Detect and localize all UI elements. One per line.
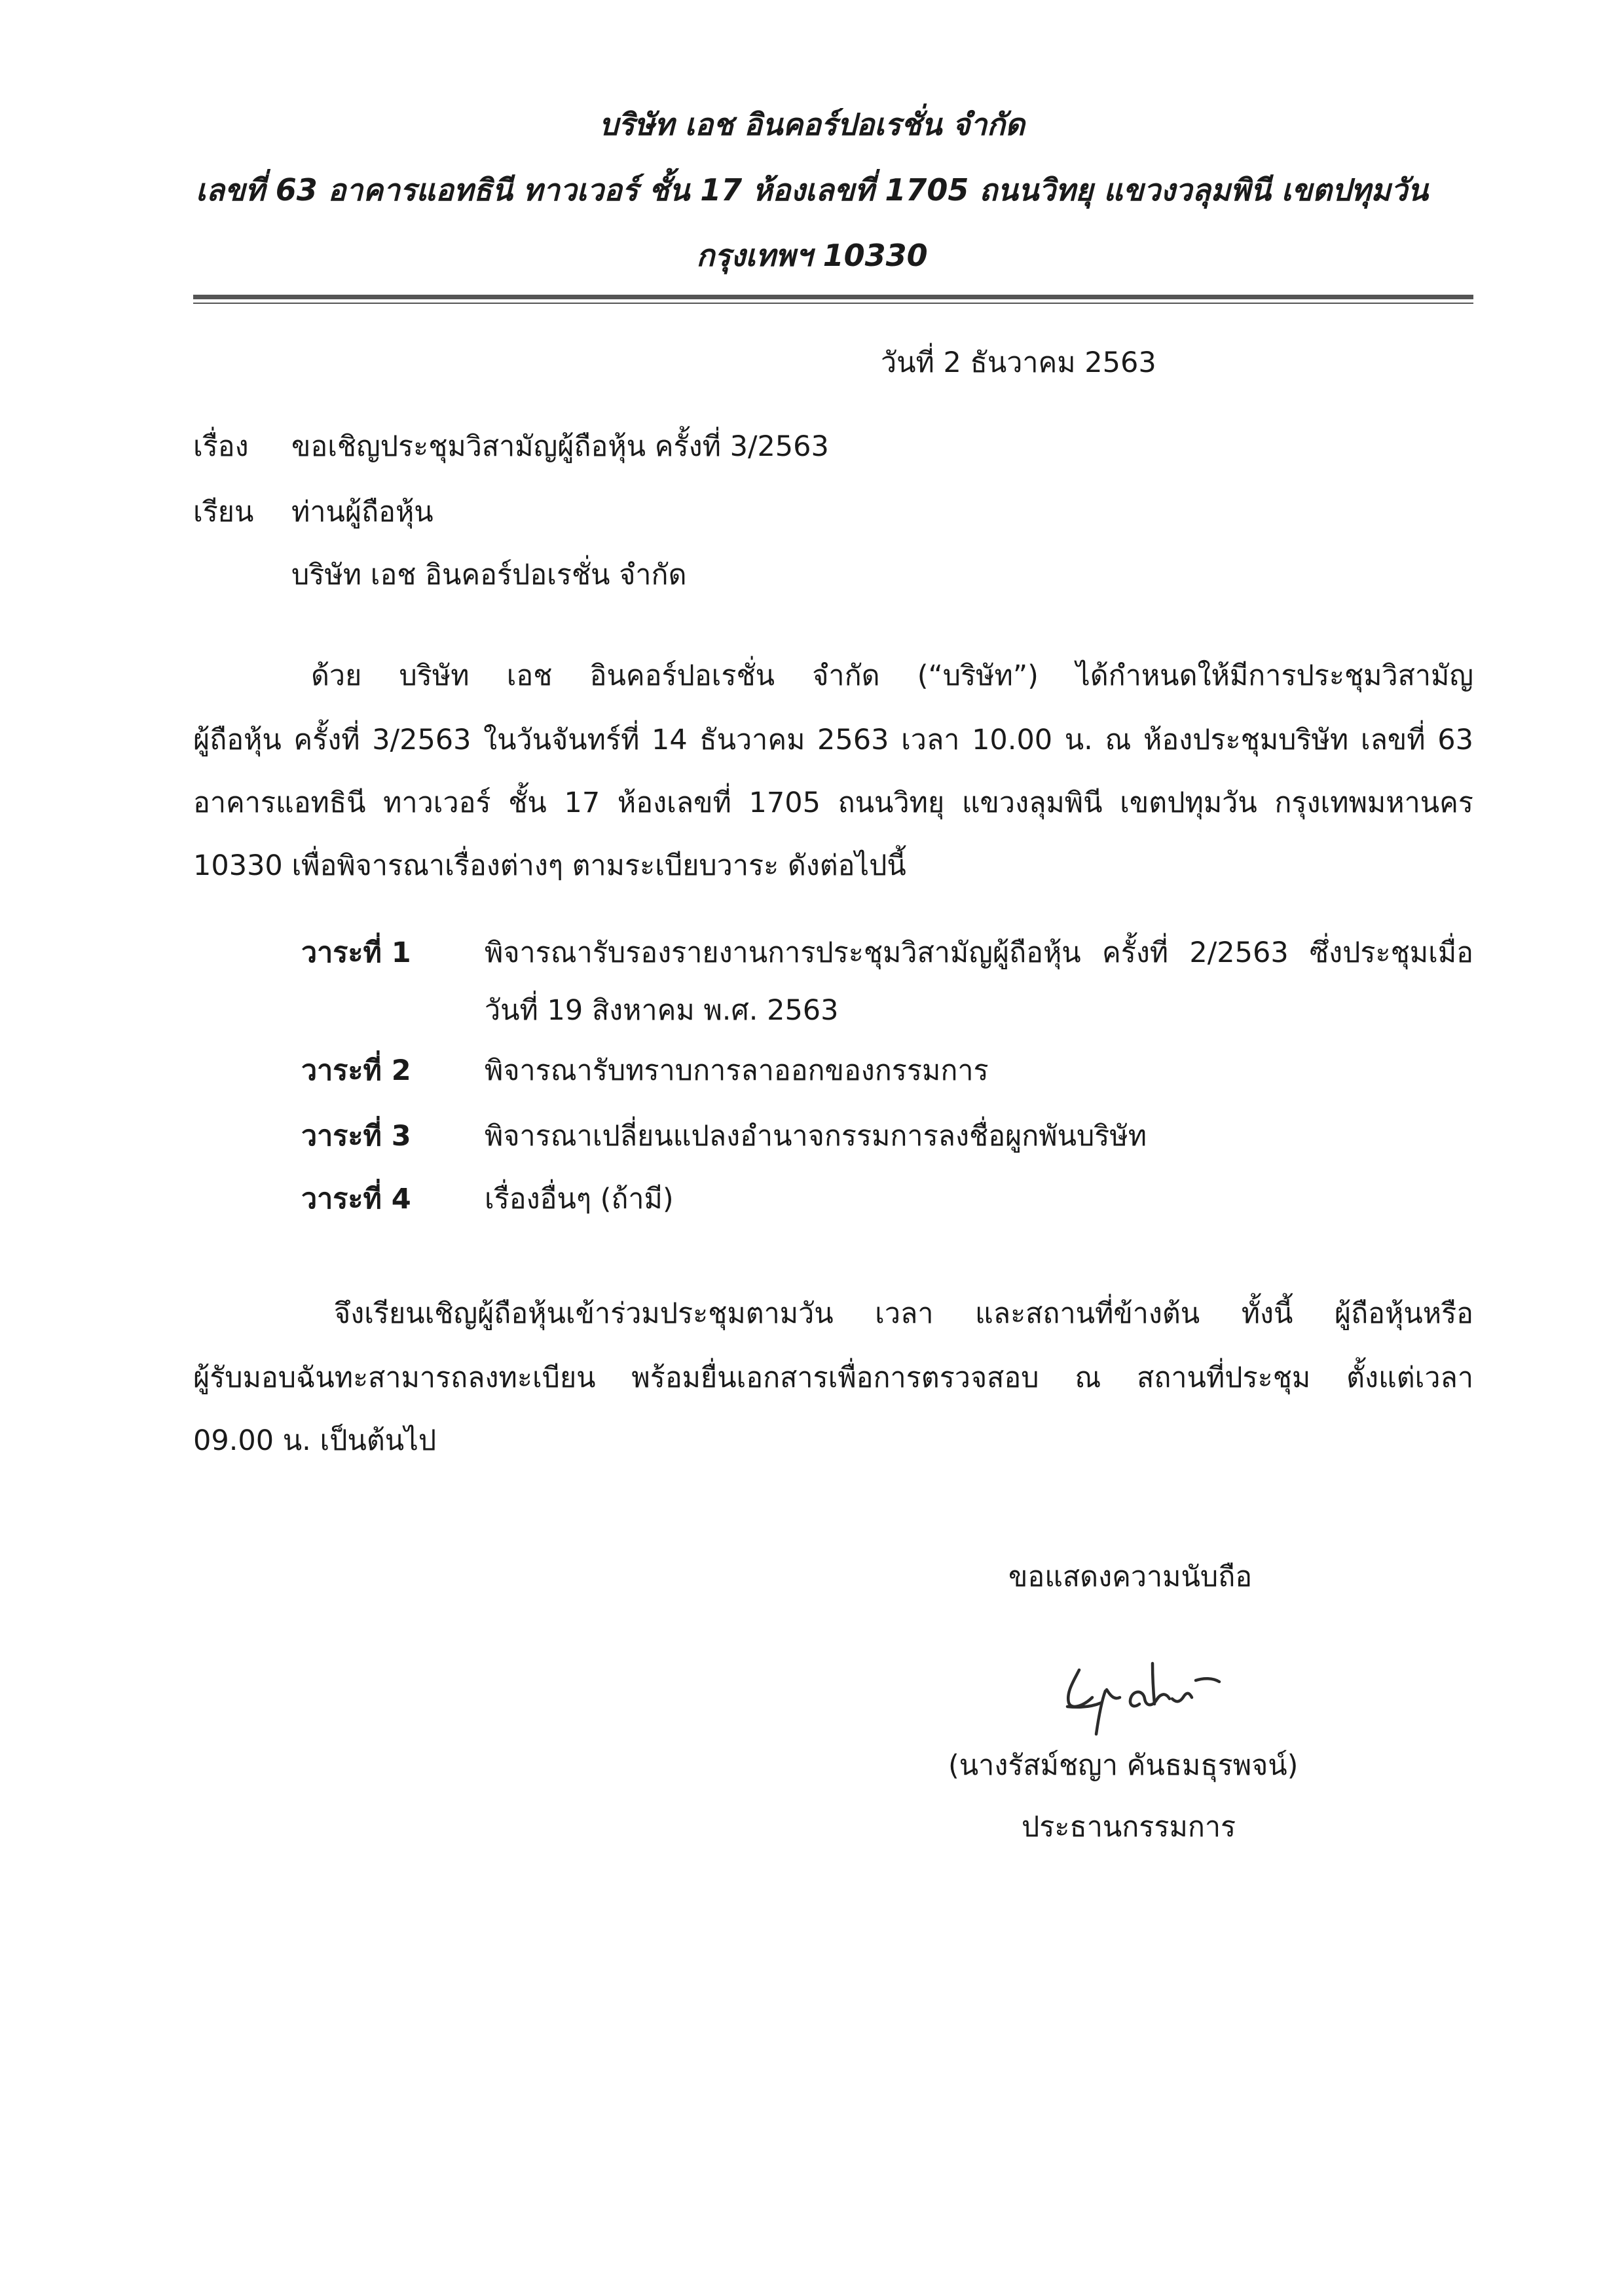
agenda-item-3-label: วาระที่ 3 (301, 1120, 411, 1153)
intro-line-4: 10330 เพื่อพิจารณาเรื่องต่างๆ ตามระเบียบวาระ ดังต่อไปนี้ (193, 849, 906, 882)
intro-line-3: อาคารแอทธินี ทาวเวอร์ ชั้น 17 ห้องเลขที่ 1705 ถนนวิทยุ แขวงลุมพินี เขตปทุมวัน กรุงเทพมหานคร (193, 787, 1473, 819)
agenda-item-3-text: พิจารณาเปลี่ยนแปลงอำนาจกรรมการลงชื่อผูกพันบริษัท (485, 1120, 1147, 1153)
company-address-line2: กรุงเทพฯ 10330 (696, 238, 928, 273)
letterhead-rule-thick (193, 295, 1473, 299)
subject-label: เรื่อง (193, 430, 249, 463)
handwritten-signature (1054, 1644, 1251, 1742)
intro-line-1: ด้วย บริษัท เอช อินคอร์ปอเรชั่น จำกัด (“บริษัท”) ได้กำหนดให้มีการประชุมวิสามัญ (311, 659, 1473, 692)
letter-date: วันที่ 2 ธันวาคม 2563 (881, 346, 1156, 379)
agenda-item-4-text: เรื่องอื่นๆ (ถ้ามี) (485, 1183, 674, 1215)
agenda-item-2-label: วาระที่ 2 (301, 1054, 411, 1087)
closing-line-1: จึงเรียนเชิญผู้ถือหุ้นเข้าร่วมประชุมตามวัน เวลา และสถานที่ข้างต้น ทั้งนี้ ผู้ถือหุ้นหรือ (334, 1297, 1473, 1330)
agenda-item-1-text-cont: วันที่ 19 สิงหาคม พ.ศ. 2563 (485, 994, 839, 1027)
letterhead-rule-thin (193, 303, 1473, 304)
signatory-name: (นางรัสม์ชญา คันธมธุรพจน์) (948, 1749, 1299, 1782)
company-address-line1: เลขที่ 63 อาคารแอทธินี ทาวเวอร์ ชั้น 17 ห้องเลขที่ 1705 ถนนวิทยุ แขวงวลุมพินี เขตปทุมวัน (196, 172, 1428, 208)
company-name: บริษัท เอช อินคอร์ปอเรชั่น จำกัด (599, 107, 1025, 142)
recipient-label: เรียน (193, 496, 254, 528)
agenda-item-2-text: พิจารณารับทราบการลาออกของกรรมการ (485, 1054, 989, 1087)
sign-off-salutation: ขอแสดงความนับถือ (1008, 1561, 1253, 1593)
closing-line-3: 09.00 น. เป็นต้นไป (193, 1424, 437, 1457)
signatory-position: ประธานกรรมการ (1022, 1811, 1236, 1843)
intro-line-2: ผู้ถือหุ้น ครั้งที่ 3/2563 ในวันจันทร์ที่ 14 ธันวาคม 2563 เวลา 10.00 น. ณ ห้องประชุมบริษัท เลขที่ 63 (193, 724, 1473, 756)
closing-line-2: ผู้รับมอบฉันทะสามารถลงทะเบียน พร้อมยื่นเอกสารเพื่อการตรวจสอบ ณ สถานที่ประชุม ตั้งแต่เวลา (193, 1361, 1473, 1394)
subject-text: ขอเชิญประชุมวิสามัญผู้ถือหุ้น ครั้งที่ 3/2563 (291, 430, 829, 463)
agenda-item-1-label: วาระที่ 1 (301, 936, 411, 969)
recipient-line1: ท่านผู้ถือหุ้น (291, 496, 434, 528)
agenda-item-1-text: พิจารณารับรองรายงานการประชุมวิสามัญผู้ถือหุ้น ครั้งที่ 2/2563 ซึ่งประชุมเมื่อ (485, 936, 1473, 969)
agenda-item-4-label: วาระที่ 4 (301, 1183, 411, 1215)
recipient-line2: บริษัท เอช อินคอร์ปอเรชั่น จำกัด (291, 559, 687, 591)
